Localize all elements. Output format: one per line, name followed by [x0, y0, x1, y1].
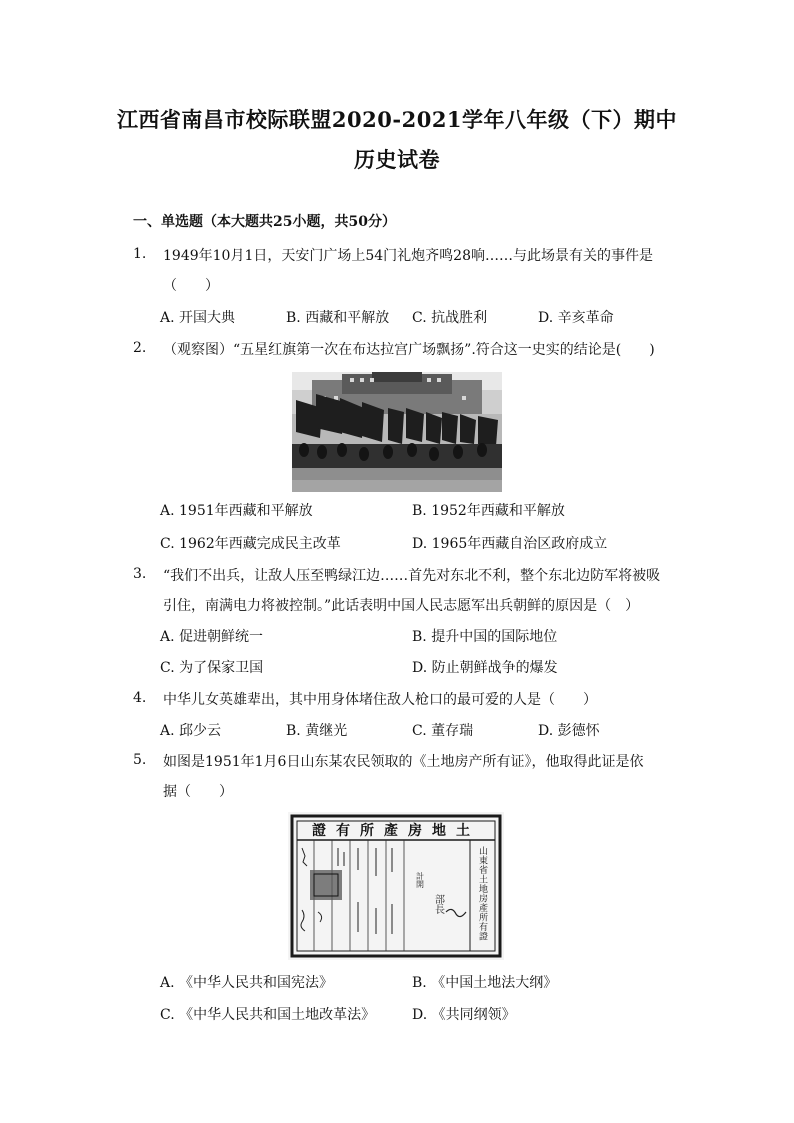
option-c: C. 为了保家卫国 [160, 660, 264, 676]
question-text: “我们不出兵，让敌人压至鸭绿江边……首先对东北不利，整个东北边防军将被吸 [163, 568, 661, 584]
section-heading: 一、单选题（本大题共25小题，共50分） [133, 214, 396, 230]
option-a: A. 促进朝鲜统一 [160, 629, 264, 645]
option-c: C. 1962年西藏完成民主改革 [160, 536, 341, 552]
option-b: B. 西藏和平解放 [286, 310, 390, 326]
option-a: A. 邱少云 [160, 723, 222, 739]
certificate-side-label: 山東省土地房產所有證 [477, 846, 487, 941]
option-c: C. 《中华人民共和国土地改革法》 [160, 1007, 376, 1023]
question-text-cont: 据（ ） [163, 784, 233, 800]
option-b: B. 《中国土地法大纲》 [412, 975, 558, 991]
question-text: 如图是1951年1月6日山东某农民领取的《土地房产所有证》，他取得此证是依 [163, 754, 644, 770]
option-d: D. 防止朝鲜战争的爆发 [412, 660, 558, 676]
question-text-cont: （ ） [163, 278, 219, 294]
question-number: 3. [133, 566, 147, 582]
question-text-cont: 引住，南满电力将被控制。”此话表明中国人民志愿军出兵朝鲜的原因是（ ） [163, 598, 640, 614]
question-number: 4. [133, 690, 147, 706]
option-b: B. 提升中国的国际地位 [412, 629, 558, 645]
question-text: （观察图）“五星红旗第一次在布达拉宫广场飘扬”.符合这一史实的结论是( ) [163, 342, 655, 358]
option-a: A. 1951年西藏和平解放 [160, 503, 313, 519]
certificate-label-buzhang: 部長 [432, 894, 444, 914]
option-d: D. 1965年西藏自治区政府成立 [412, 536, 608, 552]
question-text: 1949年10月1日，天安门广场上54门礼炮齐鸣28响……与此场景有关的事件是 [163, 248, 653, 264]
question-number: 1. [133, 246, 147, 262]
option-c: C. 抗战胜利 [412, 310, 488, 326]
certificate-label-jikai: 計開 [415, 872, 425, 888]
potala-palace-photo [292, 372, 502, 492]
option-d: D. 彭德怀 [538, 723, 600, 739]
option-c: C. 董存瑞 [412, 723, 474, 739]
option-a: A. 《中华人民共和国宪法》 [160, 975, 334, 991]
option-d: D. 《共同纲领》 [412, 1007, 516, 1023]
page-title-line2: 历史试卷 [354, 147, 440, 172]
certificate-header: 證有所產房地土 [312, 823, 480, 839]
question-number: 2. [133, 340, 147, 356]
option-a: A. 开国大典 [160, 310, 236, 326]
page-title-line1: 江西省南昌市校际联盟2020-2021学年八年级（下）期中 [116, 107, 678, 132]
option-b: B. 1952年西藏和平解放 [412, 503, 565, 519]
land-certificate-image [288, 812, 504, 960]
question-text: 中华儿女英雄辈出，其中用身体堵住敌人枪口的最可爱的人是（ ） [163, 692, 597, 708]
option-b: B. 黄继光 [286, 723, 348, 739]
question-number: 5. [133, 752, 147, 768]
option-d: D. 辛亥革命 [538, 310, 614, 326]
